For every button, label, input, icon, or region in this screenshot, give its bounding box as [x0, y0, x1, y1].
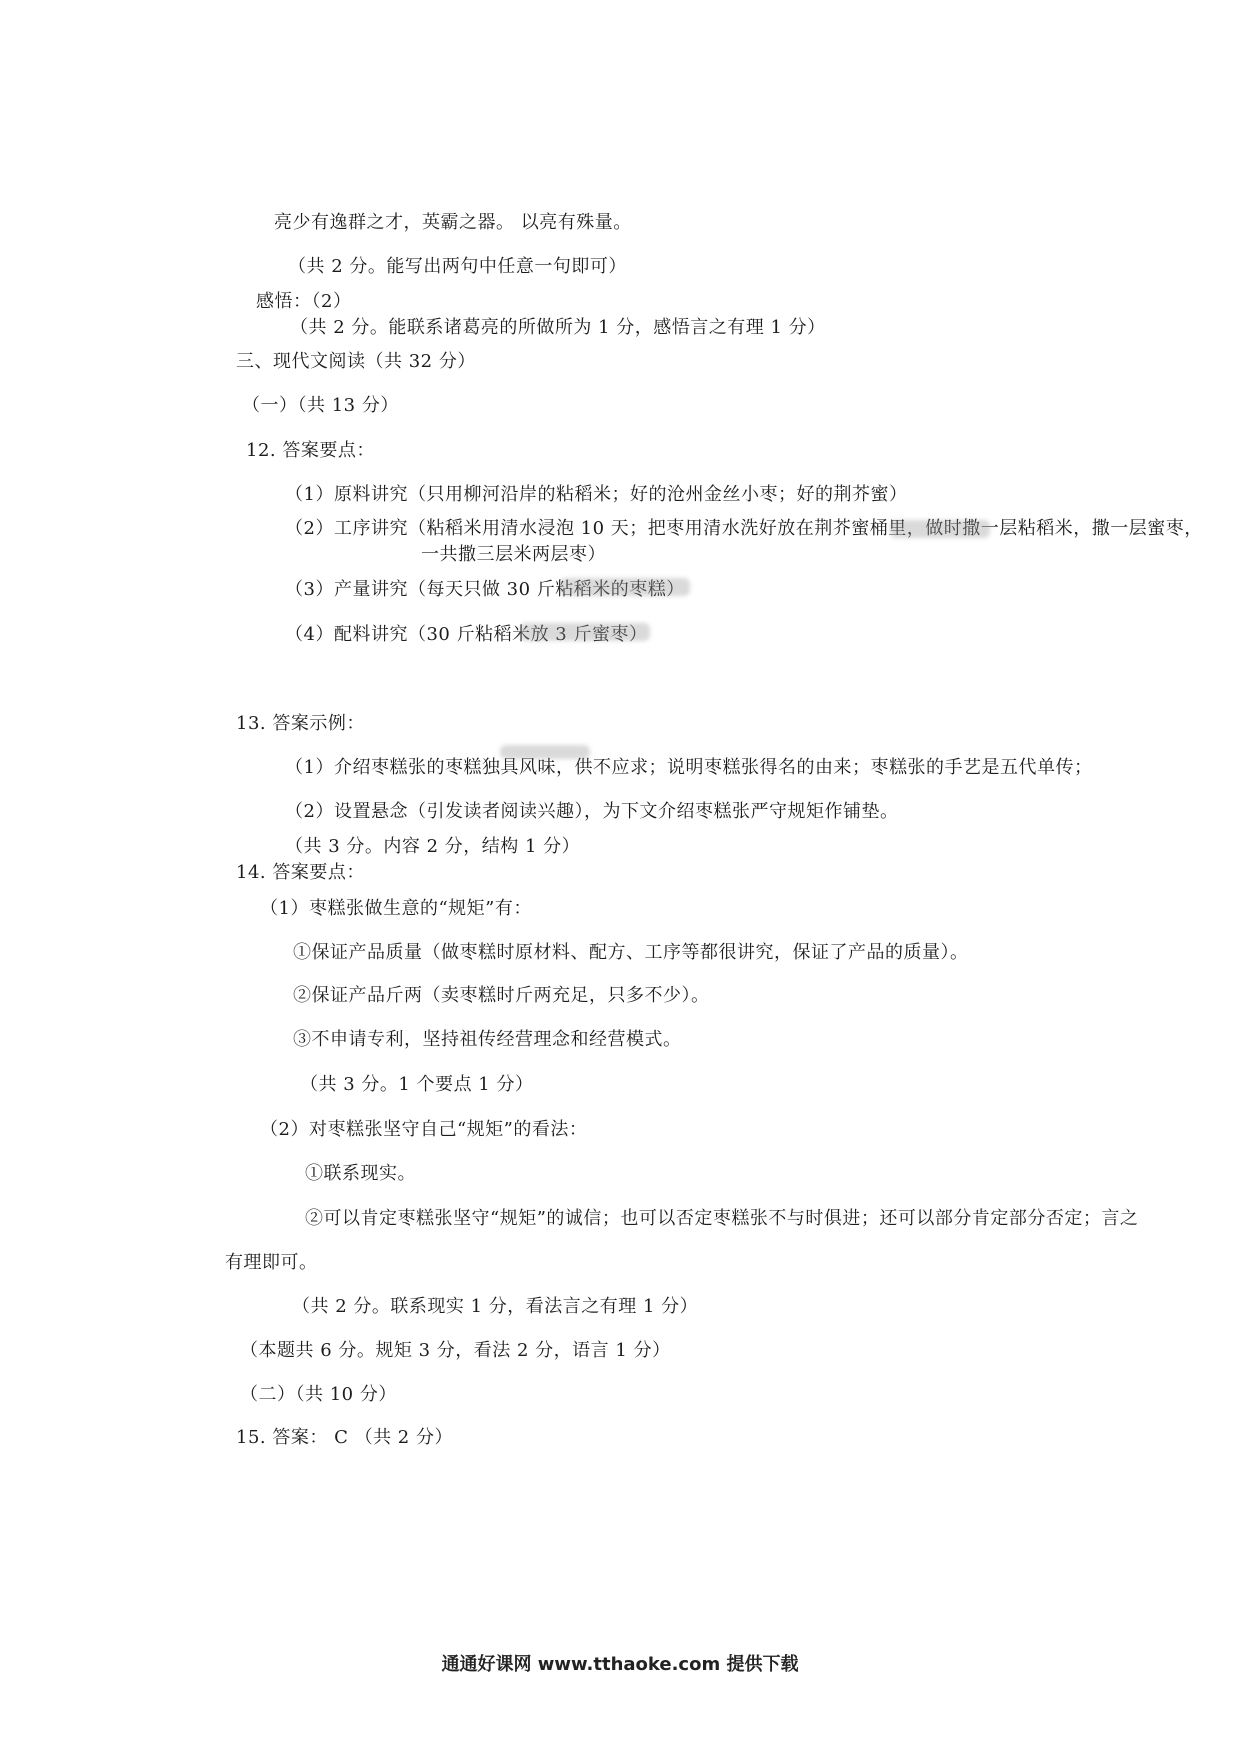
- text-line-4: （共 2 分。能联系诸葛亮的所做所为 1 分，感悟言之有理 1 分）: [290, 317, 826, 338]
- subsection-heading: （一）（共 13 分）: [242, 395, 399, 416]
- q14-view-2: ②可以肯定枣糕张坚守“规矩”的诚信；也可以否定枣糕张不与时俱进；还可以部分肯定部分否定；言之: [305, 1208, 1139, 1229]
- q14-part-1: （1）枣糕张做生意的“规矩”有：: [260, 898, 532, 919]
- q12-point-1: （1）原料讲究（只用柳河沿岸的粘稻米；好的沧州金丝小枣；好的荆芥蜜）: [285, 484, 908, 505]
- question-14-heading: 14. 答案要点：: [236, 862, 365, 883]
- q13-point-2: （2）设置悬念（引发读者阅读兴趣），为下文介绍枣糕张严守规矩作铺垫。: [285, 801, 899, 822]
- scan-smudge: [520, 623, 650, 641]
- question-12-heading: 12. 答案要点：: [246, 440, 375, 461]
- scan-smudge: [500, 745, 590, 759]
- q14-part-2-score: （共 2 分。联系现实 1 分，看法言之有理 1 分）: [292, 1296, 699, 1317]
- q14-view-2-cont: 有理即可。: [225, 1252, 318, 1273]
- subsection-2-heading: （二）（共 10 分）: [240, 1384, 397, 1405]
- q14-part-1-score: （共 3 分。1 个要点 1 分）: [300, 1074, 534, 1095]
- q14-total-score: （本题共 6 分。规矩 3 分，看法 2 分，语言 1 分）: [240, 1340, 671, 1361]
- scan-smudge: [890, 520, 990, 538]
- page-footer: 通通好课网 www.tthaoke.com 提供下载: [441, 1654, 799, 1675]
- question-13-heading: 13. 答案示例：: [236, 713, 365, 734]
- q12-point-2: （2）工序讲究（粘稻米用清水浸泡 10 天；把枣用清水洗好放在荆芥蜜桶里，做时撒一层粘稻米，撒一层蜜枣，: [285, 518, 1203, 539]
- q14-rule-1: ①保证产品质量（做枣糕时原材料、配方、工序等都很讲究，保证了产品的质量）。: [293, 942, 969, 963]
- q12-point-2-cont: 一共撒三层米两层枣）: [421, 544, 606, 565]
- question-15-answer: 15. 答案： C （共 2 分）: [236, 1427, 453, 1448]
- q12-point-4: （4）配料讲究（30 斤粘稻米放 3 斤蜜枣）: [285, 624, 648, 645]
- text-line-1: 亮少有逸群之才，英霸之器。 以亮有殊量。: [274, 212, 632, 233]
- text-line-3: 感悟：（2）: [256, 291, 352, 312]
- q13-point-1: （1）介绍枣糕张的枣糕独具风味，供不应求；说明枣糕张得名的由来；枣糕张的手艺是五代单传；: [285, 757, 1093, 778]
- section-heading: 三、现代文阅读（共 32 分）: [236, 351, 476, 372]
- q12-point-3: （3）产量讲究（每天只做 30 斤粘稻米的枣糕）: [285, 579, 685, 600]
- scan-smudge: [560, 578, 690, 596]
- q14-rule-2: ②保证产品斤两（卖枣糕时斤两充足，只多不少）。: [293, 985, 710, 1006]
- q14-part-2: （2）对枣糕张坚守自己“规矩”的看法：: [260, 1119, 588, 1140]
- text-line-2: （共 2 分。能写出两句中任意一句即可）: [288, 256, 627, 277]
- q13-score: （共 3 分。内容 2 分，结构 1 分）: [285, 836, 581, 857]
- q14-view-1: ①联系现实。: [305, 1163, 416, 1184]
- q14-rule-3: ③不申请专利，坚持祖传经营理念和经营模式。: [293, 1029, 682, 1050]
